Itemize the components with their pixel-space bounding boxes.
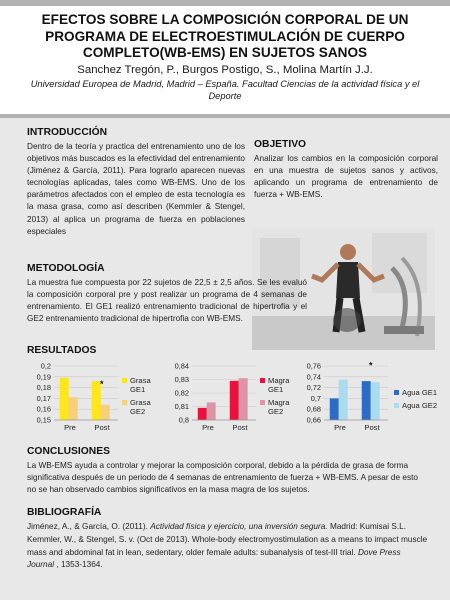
reference-1-authors: Jiménez, A., & García, O. (2011). bbox=[27, 522, 151, 531]
metodologia-text: La muestra fue compuesta por 22 sujetos de 22,5 ± 2,5 años. Se les evaluó la composición corporal pre y post realizar un programa de 4 semanas de entrenamiento. El GE1 realizó entrenamiento tradicional de hipertrofia y el GE2 entrenamiento tradicional de hipertrofia con WB-EMS. bbox=[27, 278, 307, 324]
legend-item-grasa-ge1 bbox=[122, 376, 152, 394]
metodologia-section bbox=[27, 262, 441, 325]
chart-grasa bbox=[22, 358, 152, 438]
objetivo-text: Analizar los cambios en la composición corporal en una muestra de sujetos sanos y activos, aplicando un programa de entrenamiento de fuerza + WB-EMS. bbox=[254, 154, 438, 200]
significance-marker-grasa: * bbox=[99, 379, 104, 390]
bar-grasa-2-pre bbox=[69, 397, 78, 420]
legend-label-grasa-ge2: Grasa GE2 bbox=[130, 398, 151, 416]
bar-magra-1-pre bbox=[198, 408, 207, 420]
legend-item-grasa-ge2 bbox=[122, 398, 152, 416]
introduccion-title: INTRODUCCIÓN bbox=[27, 127, 108, 138]
poster-title: EFECTOS SOBRE LA COMPOSICIÓN CORPORAL DE UN PROGRAMA DE ELECTROESTIMULACIÓN DE CUERPO COMPLETO(WB-EMS) EN SUJETOS SANOS bbox=[41, 12, 409, 60]
legend-swatch-magra-ge2 bbox=[260, 400, 265, 405]
legend-label-agua-ge1: Agua GE1 bbox=[402, 388, 438, 397]
xtick-magra-post: Post bbox=[232, 423, 248, 432]
ytick-grasa-4: 0,19 bbox=[36, 372, 51, 382]
significance-marker-agua: * bbox=[368, 360, 373, 371]
objetivo-title: OBJETIVO bbox=[254, 139, 307, 150]
xtick-grasa-post: Post bbox=[94, 423, 110, 432]
bibliografia-section bbox=[27, 506, 429, 573]
ytick-magra-2: 0,82 bbox=[174, 388, 189, 398]
ytick-magra-1: 0,81 bbox=[174, 402, 189, 411]
legend-item-magra-ge1 bbox=[260, 376, 292, 394]
bar-magra-2-pre bbox=[207, 402, 216, 420]
xtick-agua-post: Post bbox=[364, 423, 380, 432]
bibliografia-title: BIBLIOGRAFÍA bbox=[27, 507, 102, 518]
chart-agua-legend bbox=[394, 388, 446, 414]
bar-magra-2-post bbox=[239, 378, 248, 420]
ytick-agua-2: 0,7 bbox=[310, 393, 321, 403]
legend-item-agua-ge1 bbox=[394, 388, 446, 397]
ytick-grasa-0: 0,15 bbox=[36, 415, 51, 425]
resultados-title: RESULTADOS bbox=[27, 345, 97, 356]
conclusiones-title: CONCLUSIONES bbox=[27, 446, 110, 457]
ytick-agua-1: 0,68 bbox=[306, 404, 321, 414]
legend-label-magra-ge1: Magra GE1 bbox=[268, 376, 290, 394]
reference-2 bbox=[27, 534, 429, 571]
ytick-magra-3: 0,83 bbox=[174, 375, 189, 384]
metodologia-title: METODOLOGÍA bbox=[27, 263, 105, 274]
poster-affiliation: Universidad Europea de Madrid, Madrid – España. Facultad Ciencias de la actividad física y el Deporte bbox=[30, 78, 420, 101]
xtick-grasa-pre: Pre bbox=[64, 423, 76, 432]
legend-swatch-magra-ge1 bbox=[260, 378, 265, 383]
legend-swatch-agua-ge2 bbox=[394, 403, 399, 408]
introduccion-text: Dentro de la teoría y practica del entrenamiento uno de los objetivos más buscados es la efectividad del entrenamiento (Jiménez & García, 2011). Para lograrlo aparecen nuevas tecnologías aplicadas, tales como WB-EMS. Uno de los parámetros afectados con el empleo de esta tecnología es la masa grasa, como así describen (Kemmler & Stengel, 2013) al aplica un programa de fuerza en poblaciones especiales bbox=[27, 142, 245, 236]
reference-1 bbox=[27, 521, 429, 533]
poster-authors: Sanchez Tregón, P., Burgos Postigo, S., Molina Martín J.J. bbox=[77, 63, 373, 76]
ytick-agua-4: 0,74 bbox=[306, 372, 321, 382]
bar-agua-2-pre bbox=[339, 380, 348, 421]
ytick-grasa-2: 0,17 bbox=[36, 393, 51, 403]
legend-item-agua-ge2 bbox=[394, 401, 446, 410]
legend-swatch-grasa-ge1 bbox=[122, 378, 127, 383]
chart-magra bbox=[160, 358, 290, 438]
legend-item-magra-ge2 bbox=[260, 398, 292, 416]
legend-label-agua-ge2: Agua GE2 bbox=[402, 401, 438, 410]
conclusiones-text: La WB-EMS ayuda a controlar y mejorar la composición corporal, debido a la pérdida de grasa de forma significativa después de un periodo de 4 semanas de entrenamiento de fuerza + WB-EMS. A pesar de esto no se han observado cambios significativos en la masa magra de los sujetos. bbox=[27, 461, 418, 495]
bar-grasa-2-post bbox=[101, 405, 110, 420]
reference-1-publisher: Madrid: Kumisai S.L. bbox=[327, 522, 407, 531]
legend-swatch-agua-ge1 bbox=[394, 390, 399, 395]
bar-grasa-1-pre bbox=[60, 378, 69, 420]
reference-2-pages: , 1353-1364. bbox=[54, 560, 103, 570]
chart-grasa-legend bbox=[122, 376, 152, 420]
reference-2-journal: Dove Press Journal bbox=[27, 547, 401, 570]
ytick-agua-0: 0,66 bbox=[306, 415, 321, 425]
legend-label-magra-ge2: Magra GE2 bbox=[268, 398, 290, 416]
resultados-section bbox=[27, 344, 96, 357]
poster-header bbox=[0, 6, 450, 114]
conclusiones-section bbox=[27, 445, 427, 496]
ytick-grasa-5: 0,2 bbox=[40, 361, 51, 371]
ytick-magra-4: 0,84 bbox=[174, 361, 189, 371]
ytick-agua-3: 0,72 bbox=[306, 383, 321, 393]
xtick-agua-pre: Pre bbox=[334, 423, 346, 432]
chart-magra-legend bbox=[260, 376, 292, 420]
reference-1-title: Actividad física y ejercicio, una inversión segura. bbox=[150, 522, 328, 531]
ytick-agua-5: 0,76 bbox=[306, 361, 321, 371]
bar-agua-1-post bbox=[362, 381, 371, 420]
bar-magra-1-post bbox=[230, 381, 239, 420]
bar-agua-1-pre bbox=[330, 398, 339, 420]
chart-agua bbox=[292, 358, 442, 438]
legend-swatch-grasa-ge2 bbox=[122, 400, 127, 405]
ytick-magra-0: 0,8 bbox=[178, 415, 189, 425]
ytick-grasa-3: 0,18 bbox=[36, 383, 51, 393]
ytick-grasa-1: 0,16 bbox=[36, 404, 51, 414]
bar-agua-2-post bbox=[371, 382, 380, 420]
objetivo-section bbox=[254, 138, 438, 201]
legend-label-grasa-ge1: Grasa GE1 bbox=[130, 376, 151, 394]
introduccion-section bbox=[27, 126, 245, 238]
xtick-magra-pre: Pre bbox=[202, 423, 214, 432]
bibliografia-list bbox=[27, 521, 429, 572]
reference-2-authors: Kemmler, W., & Stengel, S. v. (Oct de 2013). Whole-body electromyostimulation as a means to impact muscle mass and abdominal fat in lean, sedentary, older female adults: subanalysis of test-III trial. bbox=[27, 535, 428, 557]
